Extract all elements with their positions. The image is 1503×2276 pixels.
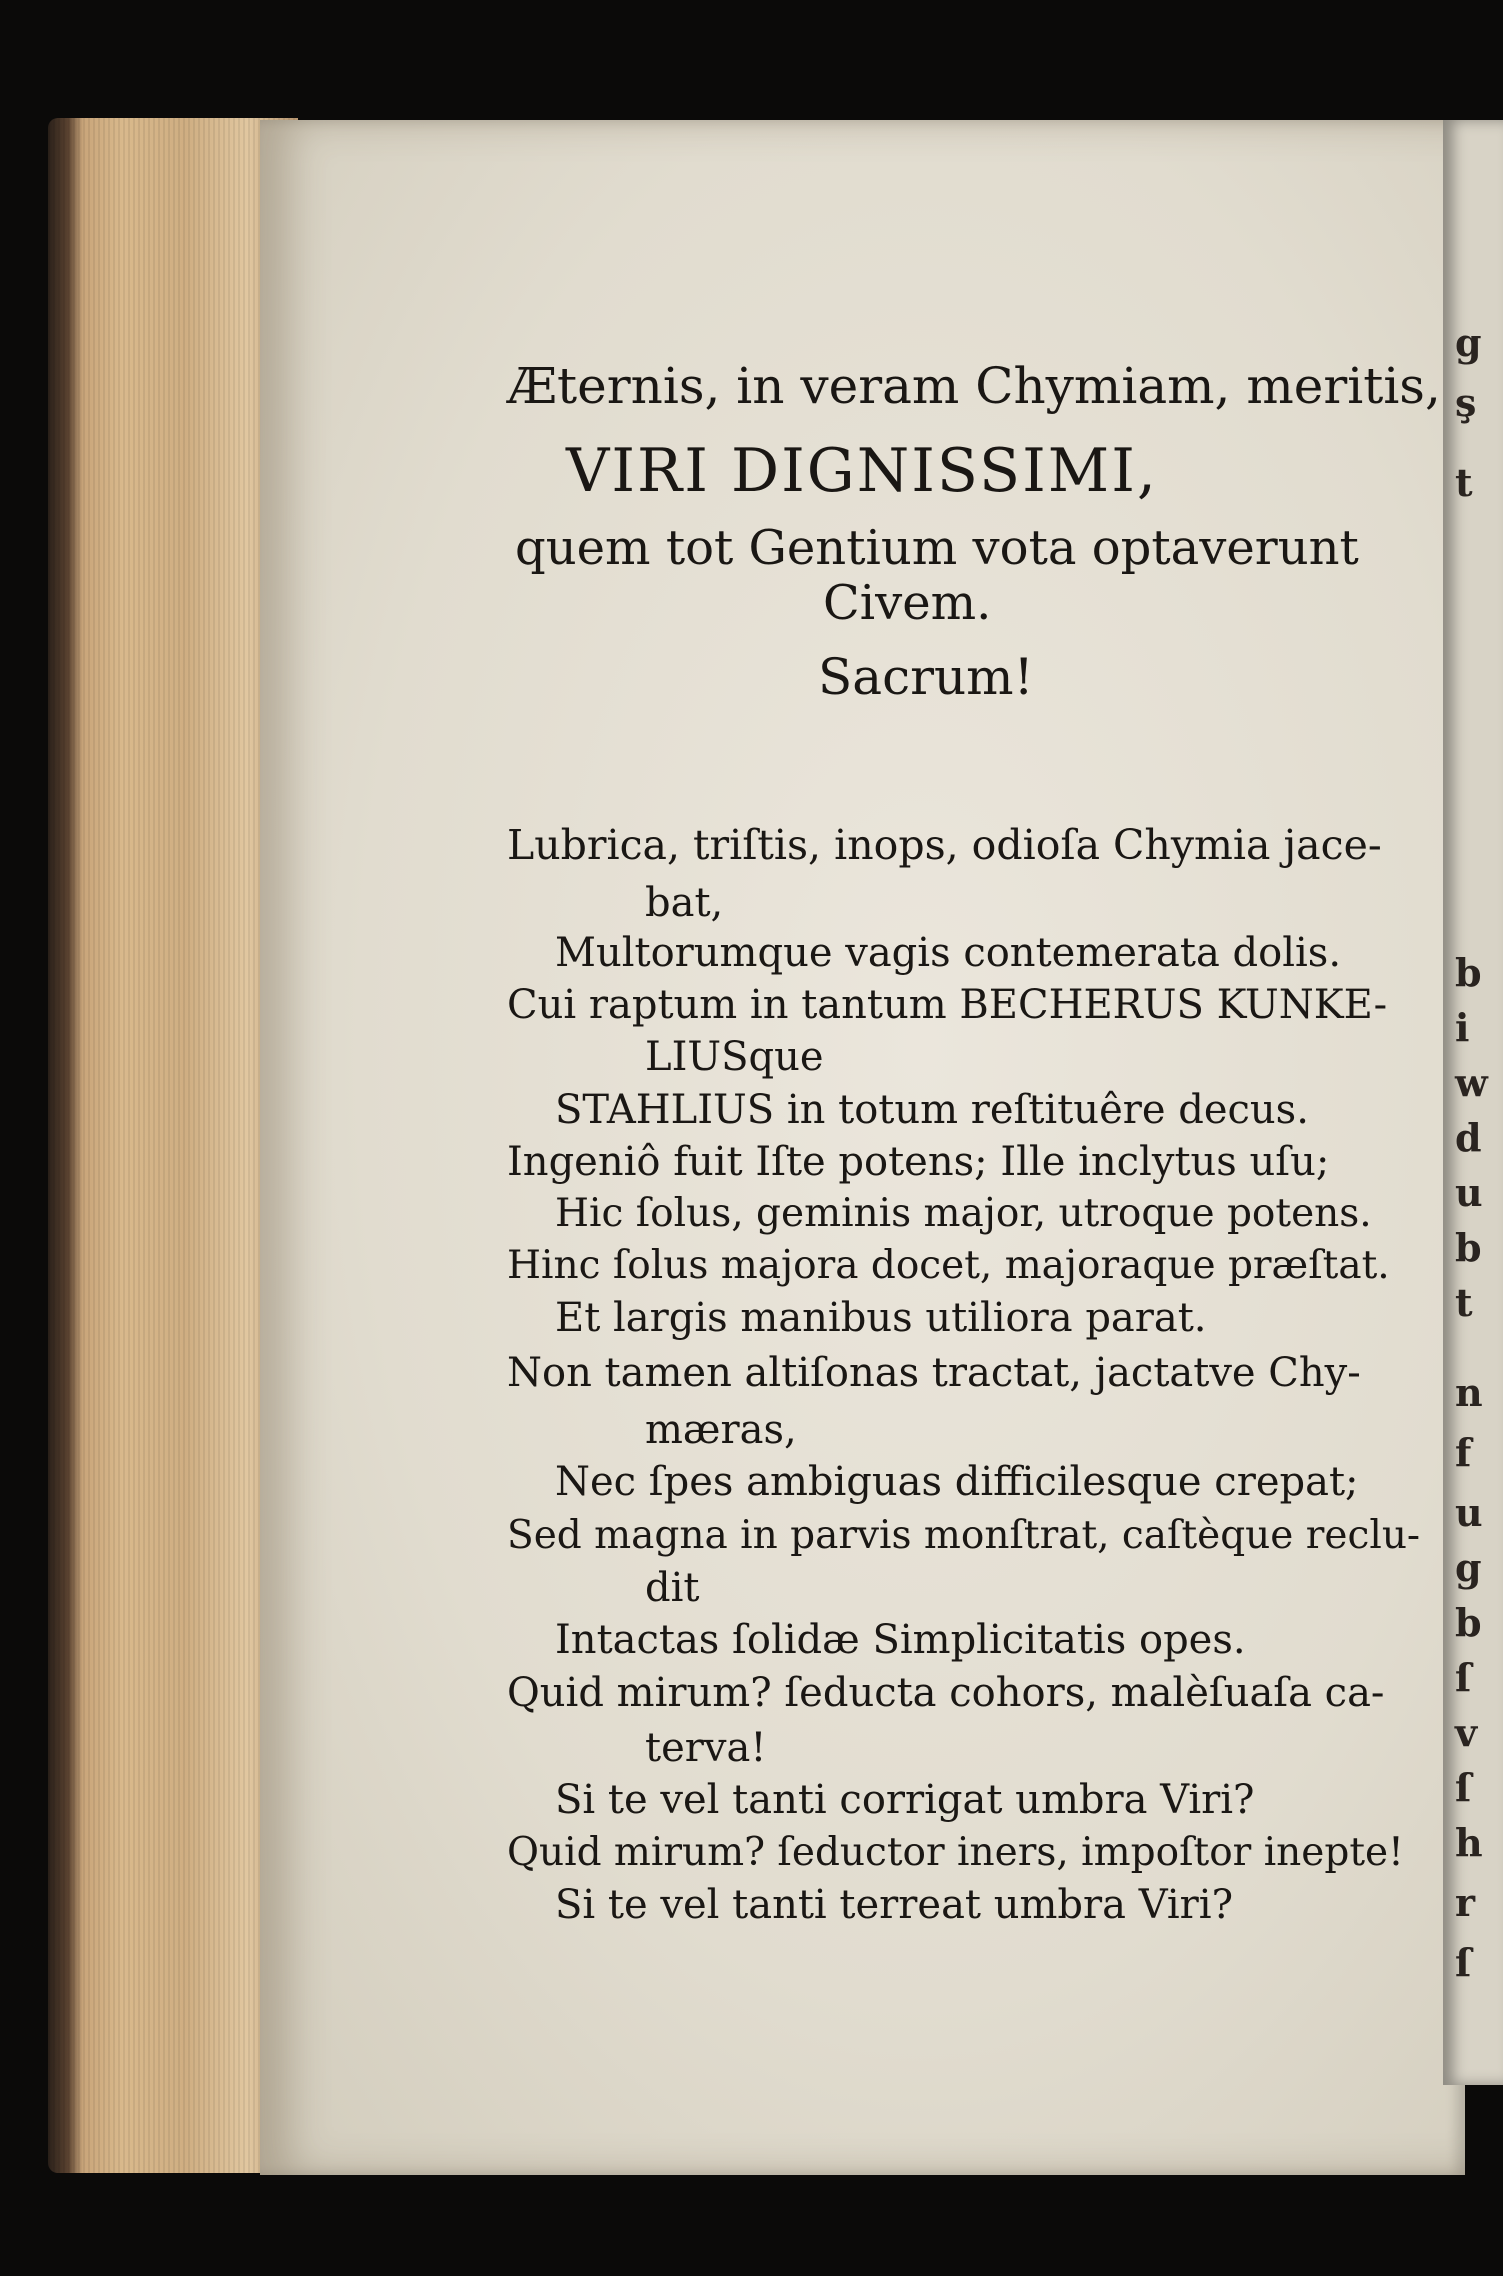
book [48,110,1503,2180]
poem-line: bat, [645,880,724,926]
dedication-title: VIRI DIGNISSIMI, [566,436,1158,506]
facing-fragment: i [1455,1005,1470,1050]
facing-fragment: f [1455,1430,1472,1475]
poem-line: Cui raptum in tantum BECHERUS KUNKE- [507,982,1388,1028]
facing-fragment: d [1455,1115,1482,1160]
poem-line: Et largis manibus utiliora parat. [555,1295,1207,1341]
poem-line: Multorumque vagis contemerata dolis. [555,930,1342,976]
facing-fragment: b [1455,1225,1482,1270]
facing-page-edge [1443,120,1503,2085]
poem-line: Ingeniô fuit Iſte potens; Ille inclytus uſu; [507,1139,1330,1185]
facing-fragment: u [1455,1170,1483,1215]
poem-line: dit [645,1565,700,1611]
poem-line: mæras, [645,1407,797,1453]
poem-line: Si te vel tanti terreat umbra Viri? [555,1882,1234,1928]
facing-fragment: ſ [1455,1940,1472,1985]
facing-fragment: b [1455,950,1482,995]
facing-fragment: g [1455,1545,1482,1590]
facing-fragment: ſ [1455,1765,1472,1810]
poem-line: STAHLIUS in totum reſtituêre decus. [555,1087,1309,1133]
poem-line: Lubrica, triſtis, inops, odioſa Chymia jace- [507,821,1382,869]
facing-fragment: w [1455,1060,1488,1105]
facing-fragment: h [1455,1820,1483,1865]
facing-fragment: b [1455,1600,1482,1645]
poem-line: Intactas ſolidæ Simplicitatis opes. [555,1617,1246,1663]
poem-line: Sed magna in parvis monſtrat, caſtèque reclu- [507,1513,1421,1558]
poem-line: Si te vel tanti corrigat umbra Viri? [555,1777,1255,1823]
facing-fragment: t [1455,460,1473,505]
dedication-line-4: Civem. [823,575,992,631]
poem-line: Hinc ſolus majora docet, majoraque præſtat. [507,1243,1390,1288]
facing-fragment: t [1455,1280,1473,1325]
facing-fragment: ş [1455,380,1477,425]
facing-fragment: g [1455,320,1482,365]
facing-fragment: u [1455,1490,1483,1535]
facing-fragment: ſ [1455,1655,1472,1700]
poem-line: LIUSque [645,1034,824,1080]
page [260,120,1465,2175]
facing-fragment: n [1455,1370,1483,1415]
poem-line: Quid mirum? ſeducta cohors, malèſuaſa ca- [507,1670,1385,1716]
poem-line: Nec ſpes ambiguas difficilesque crepat; [555,1459,1359,1505]
poem-line: terva! [645,1725,767,1771]
dedication-line-5: Sacrum! [818,648,1034,706]
dedication-line-3: quem tot Gentium vota optaverunt [515,520,1359,576]
facing-fragment: r [1455,1880,1476,1925]
dedication-line-1: Æternis, in veram Chymiam, meritis, [507,357,1441,415]
poem-line: Hic ſolus, geminis major, utroque potens. [555,1191,1372,1236]
poem-line: Quid mirum? ſeductor iners, impoſtor inepte! [507,1830,1404,1875]
poem-line: Non tamen altiſonas tractat, jactatve Chy- [507,1350,1361,1396]
facing-fragment: v [1455,1710,1478,1755]
